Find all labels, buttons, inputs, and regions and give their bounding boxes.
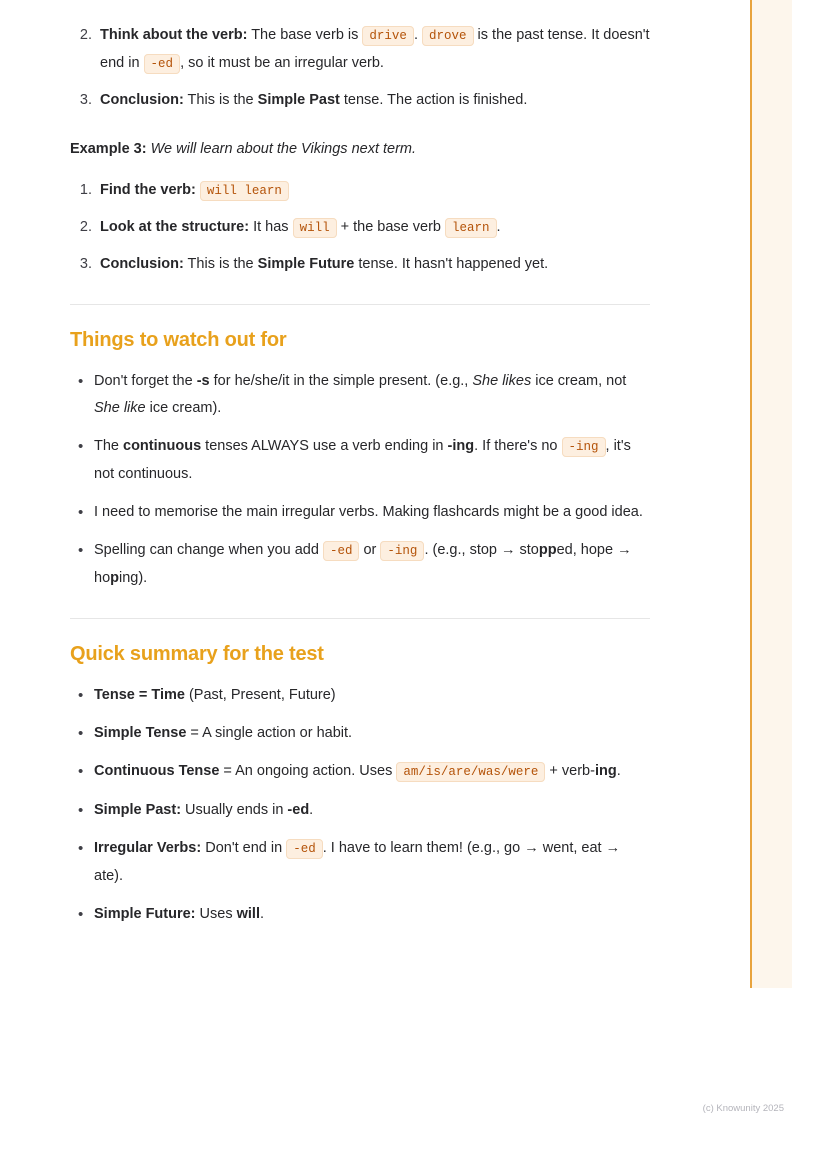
list-item xyxy=(96,22,650,78)
list-item xyxy=(96,177,650,205)
emphasis-italic: She likes xyxy=(472,373,532,389)
item-text: or xyxy=(359,542,381,558)
step-label: Look at the structure: xyxy=(100,219,250,235)
example-label: Example 3: xyxy=(70,141,147,157)
item-text: Usually ends in xyxy=(181,802,288,818)
item-text: . xyxy=(259,906,265,922)
item-text: . xyxy=(616,763,621,779)
list-item xyxy=(94,901,650,928)
item-text: ice cream). xyxy=(145,400,222,416)
ordered-list-example-3-steps xyxy=(70,177,650,278)
emphasis: Simple Future: xyxy=(94,906,196,922)
document-page xyxy=(40,0,792,988)
code-chip: -ed xyxy=(323,541,360,561)
example-3-heading xyxy=(70,136,650,163)
emphasis: Simple Tense xyxy=(94,725,187,741)
emphasis: continuous xyxy=(123,438,202,454)
step-text: This is the xyxy=(183,92,258,108)
page-margin-strip xyxy=(750,0,792,988)
code-chip: -ed xyxy=(286,839,323,859)
item-text: The xyxy=(94,438,124,454)
code-chip: am/is/are/was/were xyxy=(396,762,545,782)
step-text: . xyxy=(413,27,422,43)
item-text: = An ongoing action. Uses xyxy=(219,763,397,779)
step-text: The base verb is xyxy=(247,27,363,43)
emphasis: -ing xyxy=(447,438,475,454)
step-text: + the base verb xyxy=(336,219,446,235)
step-label: Conclusion: xyxy=(100,92,184,108)
code-chip: drove xyxy=(422,26,474,46)
item-text: Uses xyxy=(195,906,237,922)
item-text: I need to memorise the main irregular verbs. Making flashcards might be a good idea. xyxy=(94,504,643,520)
list-item xyxy=(94,720,650,747)
item-text: ice cream, not xyxy=(531,373,627,389)
code-chip: -ed xyxy=(144,54,181,74)
code-chip: learn xyxy=(445,218,497,238)
item-text: ed, hope → ho xyxy=(94,542,632,586)
step-text: , so it must be an irregular verb. xyxy=(180,55,384,71)
watch-out-list xyxy=(70,368,650,592)
quick-summary-list xyxy=(70,682,650,928)
emphasis: -s xyxy=(196,373,210,389)
code-chip: drive xyxy=(362,26,414,46)
list-item xyxy=(96,251,650,278)
item-text: . If there's no xyxy=(474,438,562,454)
code-chip: -ing xyxy=(380,541,424,561)
code-chip: will learn xyxy=(200,181,289,201)
step-text: tense. It hasn't happened yet. xyxy=(354,256,549,272)
example-sentence: We will learn about the Vikings next term. xyxy=(150,141,417,157)
list-item xyxy=(94,368,650,422)
step-label: Think about the verb: xyxy=(100,27,248,43)
code-chip: will xyxy=(293,218,337,238)
footer-copyright: (c) Knowunity 2025 xyxy=(702,1103,784,1114)
section-heading-watch-out: Things to watch out for xyxy=(70,329,287,351)
item-text: Don't forget the xyxy=(94,373,197,389)
step-label: Find the verb: xyxy=(100,182,196,198)
item-text: Spelling can change when you add xyxy=(94,542,323,558)
list-item xyxy=(96,214,650,242)
item-text: + verb- xyxy=(545,763,595,779)
emphasis: -ed xyxy=(287,802,310,818)
ordered-list-example-2-steps xyxy=(70,22,650,114)
list-item xyxy=(94,797,650,824)
item-text: , it's not continuous. xyxy=(94,438,631,482)
item-text: (Past, Present, Future) xyxy=(184,687,336,703)
item-text: . (e.g., stop → sto xyxy=(424,542,539,558)
item-text: . I have to learn them! (e.g., go → went, eat → ate). xyxy=(94,840,621,884)
list-item xyxy=(94,499,650,526)
step-text: . xyxy=(496,219,501,235)
emphasis: Tense = Time xyxy=(94,687,185,703)
emphasis: Simple Past xyxy=(257,92,340,108)
code-chip: -ing xyxy=(562,437,606,457)
list-item xyxy=(94,682,650,709)
section-divider xyxy=(70,618,650,619)
emphasis: Continuous Tense xyxy=(94,763,220,779)
document-content xyxy=(70,22,650,939)
emphasis: pp xyxy=(538,542,557,558)
item-text: for he/she/it in the simple present. (e.g., xyxy=(209,373,473,389)
emphasis: Simple Past: xyxy=(94,802,182,818)
emphasis: Simple Future xyxy=(257,256,355,272)
emphasis: p xyxy=(110,570,119,586)
item-text: = A single action or habit. xyxy=(186,725,353,741)
list-item xyxy=(94,758,650,786)
list-item xyxy=(96,87,650,114)
step-label: Conclusion: xyxy=(100,256,184,272)
step-text: is the past tense. It doesn't end in xyxy=(100,27,650,71)
step-text: tense. The action is finished. xyxy=(339,92,528,108)
item-text: ing). xyxy=(119,570,148,586)
emphasis-italic: She like xyxy=(94,400,146,416)
list-item xyxy=(94,433,650,488)
section-heading-quick-summary: Quick summary for the test xyxy=(70,643,324,665)
step-text: This is the xyxy=(183,256,258,272)
step-text: It has xyxy=(249,219,293,235)
section-divider xyxy=(70,304,650,305)
list-item xyxy=(94,537,650,592)
emphasis: Irregular Verbs: xyxy=(94,840,202,856)
list-item xyxy=(94,835,650,890)
item-text: tenses ALWAYS use a verb ending in xyxy=(201,438,448,454)
emphasis: ing xyxy=(594,763,617,779)
item-text: . xyxy=(309,802,314,818)
item-text: Don't end in xyxy=(201,840,287,856)
emphasis: will xyxy=(236,906,260,922)
